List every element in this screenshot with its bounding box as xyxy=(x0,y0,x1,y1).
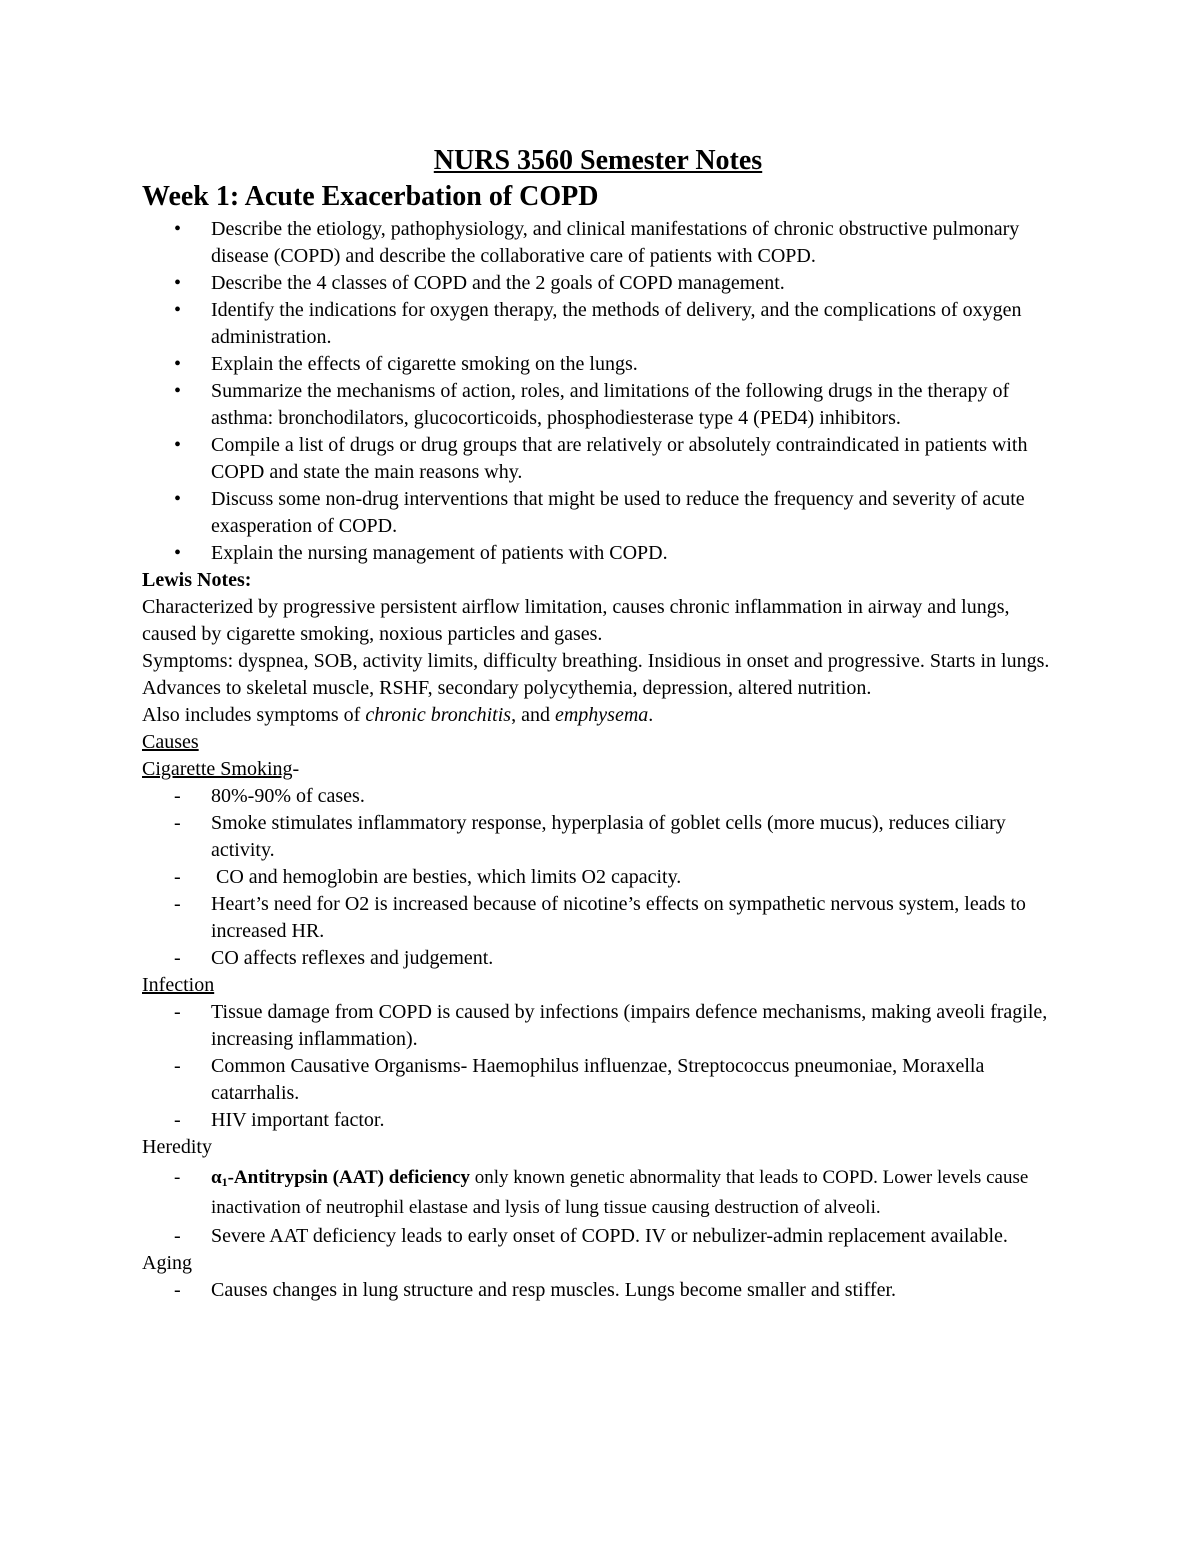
bullet-icon: • xyxy=(174,434,182,456)
term-chronic-bronchitis: chronic bronchitis xyxy=(365,704,512,726)
objective-text: Compile a list of drugs or drug groups that are relatively or absolutely contraindicated in patients with COPD and state the main reasons why. xyxy=(211,434,1028,483)
heredity-list xyxy=(142,1165,1050,1250)
objective-text: Explain the effects of cigarette smoking on the lungs. xyxy=(211,353,638,375)
lewis-paragraph-definition: Characterized by progressive persistent airflow limitation, causes chronic inflammation in airway and lungs, caused by cigarette smoking, noxious particles and gases. xyxy=(142,596,1010,645)
objective-text: Discuss some non-drug interventions that might be used to reduce the frequency and severity of acute exasperation of COPD. xyxy=(211,488,1025,537)
aging-heading: Aging xyxy=(142,1252,192,1274)
week-heading: Week 1: Acute Exacerbation of COPD xyxy=(142,181,599,212)
list-item-text: Severe AAT deficiency leads to early onset of COPD. IV or nebulizer-admin replacement available. xyxy=(211,1225,1008,1247)
list-item-text: HIV important factor. xyxy=(211,1109,385,1131)
list-item xyxy=(142,1053,1050,1107)
list-item xyxy=(142,1165,1050,1221)
dash-icon: - xyxy=(174,812,181,834)
objective-text: Explain the nursing management of patients with COPD. xyxy=(211,542,668,564)
dash-icon: - xyxy=(174,893,181,915)
objective-text: Describe the etiology, pathophysiology, and clinical manifestations of chronic obstructive pulmonary disease (COPD) and describe the collaborative care of patients with COPD. xyxy=(211,218,1020,267)
smoking-heading-suffix: - xyxy=(292,758,300,780)
objective-item xyxy=(142,297,1050,351)
objective-item xyxy=(142,270,1050,297)
also-includes-prefix: Also includes symptoms of xyxy=(142,704,366,726)
objective-text: Identify the indications for oxygen therapy, the methods of delivery, and the complications of oxygen administration. xyxy=(211,299,1022,348)
aging-list xyxy=(142,1277,1050,1304)
dash-icon: - xyxy=(174,947,181,969)
also-includes-suffix: . xyxy=(648,704,654,726)
aat-description: only known genetic abnormality that leads to COPD. Lower levels cause inactivation of neutrophil elastase and lysis of lung tissue causing destruction of alveoli. xyxy=(211,1167,1029,1218)
bullet-icon: • xyxy=(174,380,182,402)
term-emphysema: emphysema xyxy=(554,704,649,726)
list-item xyxy=(142,783,1050,810)
list-item-text: Common Causative Organisms- Haemophilus influenzae, Streptococcus pneumoniae, Moraxella catarrhalis. xyxy=(211,1055,985,1104)
smoking-list xyxy=(142,783,1050,972)
learning-objectives-list xyxy=(142,216,1050,567)
list-item xyxy=(142,864,1050,891)
bullet-icon: • xyxy=(174,488,182,510)
objective-item xyxy=(142,540,1050,567)
list-item-text: Causes changes in lung structure and resp muscles. Lungs become smaller and stiffer. xyxy=(211,1279,897,1301)
dash-icon: - xyxy=(174,1167,181,1188)
objective-item xyxy=(142,216,1050,270)
bullet-icon: • xyxy=(174,299,182,321)
list-item xyxy=(142,1277,1050,1304)
dash-icon: - xyxy=(174,1055,181,1077)
list-item xyxy=(142,891,1050,945)
aat-subscript: 1 xyxy=(221,1175,228,1189)
list-item-text: Heart’s need for O2 is increased because of nicotine’s effects on sympathetic nervous system, leads to increased HR. xyxy=(211,893,1026,942)
objective-item xyxy=(142,378,1050,432)
list-item-text: Tissue damage from COPD is caused by infections (impairs defence mechanisms, making aveoli fragile, increasing inflammation). xyxy=(211,1001,1048,1050)
list-item xyxy=(142,1107,1050,1134)
objective-item xyxy=(142,432,1050,486)
causes-heading: Causes xyxy=(142,731,199,753)
smoking-heading: Cigarette Smoking xyxy=(142,758,293,780)
list-item-text: Smoke stimulates inflammatory response, hyperplasia of goblet cells (more mucus), reduces ciliary activity. xyxy=(211,812,1006,861)
lewis-notes-heading: Lewis Notes: xyxy=(142,569,252,591)
list-item xyxy=(142,945,1050,972)
document-title: NURS 3560 Semester Notes xyxy=(433,145,763,176)
dash-icon: - xyxy=(174,1001,181,1023)
bullet-icon: • xyxy=(174,542,182,564)
list-item xyxy=(142,1223,1050,1250)
smoking-heading-line xyxy=(142,756,1050,783)
bullet-icon: • xyxy=(174,272,182,294)
infection-list xyxy=(142,999,1050,1134)
list-item xyxy=(142,999,1050,1053)
list-item-text: 80%-90% of cases. xyxy=(211,785,365,807)
objective-text: Summarize the mechanisms of action, roles, and limitations of the following drugs in the therapy of asthma: bronchodilators, glucocorticoids, phosphodiesterase type 4 (PED4) inhibitors. xyxy=(211,380,1010,429)
bullet-icon: • xyxy=(174,218,182,240)
objective-item xyxy=(142,351,1050,378)
aat-term: -Antitrypsin (AAT) deficiency xyxy=(227,1167,471,1188)
dash-icon: - xyxy=(174,1109,181,1131)
infection-heading: Infection xyxy=(142,974,215,996)
also-includes-middle: , and xyxy=(511,704,555,726)
objective-item xyxy=(142,486,1050,540)
objective-text: Describe the 4 classes of COPD and the 2 goals of COPD management. xyxy=(211,272,785,294)
list-item xyxy=(142,810,1050,864)
dash-icon: - xyxy=(174,1279,181,1301)
list-item-text: CO and hemoglobin are besties, which limits O2 capacity. xyxy=(211,866,682,888)
dash-icon: - xyxy=(174,866,181,888)
heredity-heading: Heredity xyxy=(142,1136,212,1158)
aat-alpha: α xyxy=(211,1167,222,1188)
dash-icon: - xyxy=(174,785,181,807)
list-item-text: CO affects reflexes and judgement. xyxy=(211,947,494,969)
dash-icon: - xyxy=(174,1225,181,1247)
bullet-icon: • xyxy=(174,353,182,375)
lewis-paragraph-symptoms: Symptoms: dyspnea, SOB, activity limits, difficulty breathing. Insidious in onset and progressive. Starts in lungs. Advances to skeletal muscle, RSHF, secondary polycythemia, depression, altered nutrition. xyxy=(142,650,1050,699)
lewis-paragraph-also-includes xyxy=(142,702,1050,729)
